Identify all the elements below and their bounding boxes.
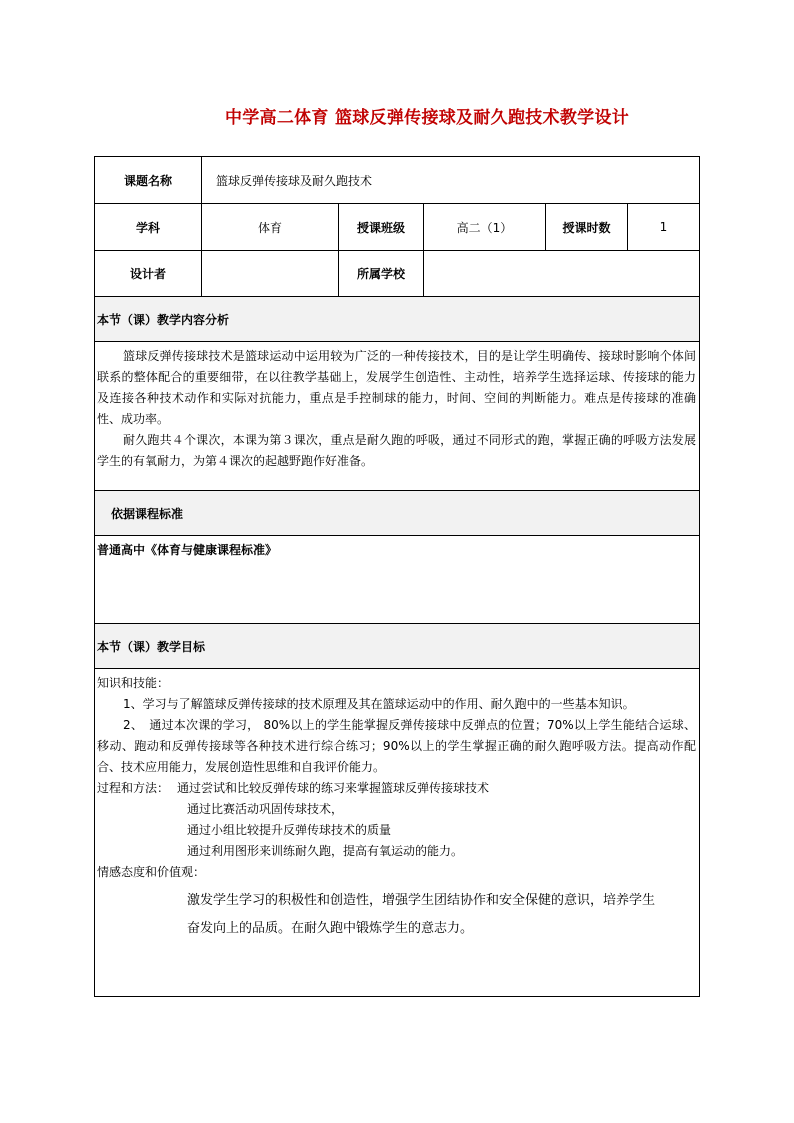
school-value bbox=[424, 251, 699, 296]
analysis-paragraph-1: 篮球反弹传接球技术是篮球运动中运用较为广泛的一种传接技术，目的是让学生明确传、接球时影响个体间联系的整体配合的重要细带，在以往教学基础上，发展学生创造性、主动性，培养学生选择运球、传接球的能力及连接各种技术动作和实际对抗能力，重点是手控制球的能力，时间、空间的判断能力。难点是传接球的准确性、成功率。 bbox=[97, 349, 696, 426]
topic-value: 篮球反弹传接球及耐久跑技术 bbox=[216, 173, 373, 188]
process-item-3: 通过小组比较提升反弹传球技术的质量 bbox=[187, 823, 392, 837]
knowledge-label: 知识和技能： bbox=[97, 676, 170, 690]
attitude-line-1: 激发学生学习的积极性和创造性，增强学生团结协作和安全保健的意识，培养学生 bbox=[187, 893, 656, 908]
analysis-heading: 本节（课）教学内容分析 bbox=[97, 312, 230, 327]
school-label: 所属学校 bbox=[339, 251, 424, 296]
designer-label: 设计者 bbox=[95, 251, 202, 296]
process-item-4: 通过利用图形来训练耐久跑，提高有氧运动的能力。 bbox=[187, 844, 464, 858]
document-title: 中学高二体育 篮球反弹传接球及耐久跑技术教学设计 bbox=[224, 108, 630, 128]
standard-text: 普通高中《体育与健康课程标准》 bbox=[97, 543, 278, 557]
standard-heading: 依据课程标准 bbox=[111, 506, 184, 521]
process-label: 过程和方法： bbox=[97, 781, 170, 795]
attitude-label: 情感态度和价值观： bbox=[97, 865, 206, 879]
designer-value bbox=[202, 251, 339, 296]
hours-value: 1 bbox=[659, 220, 668, 234]
subject-value: 体育 bbox=[202, 204, 339, 250]
topic-label: 课题名称 bbox=[95, 157, 202, 203]
topic-row bbox=[95, 157, 699, 204]
subject-row bbox=[95, 204, 699, 251]
standard-content bbox=[95, 536, 699, 624]
lesson-plan-table bbox=[94, 156, 700, 997]
designer-row bbox=[95, 251, 699, 297]
analysis-content bbox=[95, 342, 699, 491]
objectives-heading: 本节（课）教学目标 bbox=[97, 639, 206, 654]
knowledge-item-2: 2、 通过本次课的学习， 80%以上的学生能掌握反弹传接球中反弹点的位置；70%以上学生能结合运球、移动、跑动和反弹传接球等各种技术进行综合练习；90%以上的学生掌握正确的耐久跑呼吸方法。提高动作配合、技术应用能力，发展创造性思维和自我评价能力。 bbox=[97, 718, 696, 774]
class-value: 高二（1） bbox=[424, 204, 546, 250]
objectives-heading-row bbox=[95, 624, 699, 669]
standard-heading-row bbox=[95, 491, 699, 536]
class-label: 授课班级 bbox=[339, 204, 424, 250]
knowledge-item-1: 1、学习与了解篮球反弹传接球的技术原理及其在篮球运动中的作用、耐久跑中的一些基本知识。 bbox=[123, 697, 635, 711]
process-item-2: 通过比赛活动巩固传球技术， bbox=[187, 802, 344, 816]
objectives-content bbox=[95, 669, 699, 995]
analysis-paragraph-2: 耐久跑共４个课次，本课为第３课次，重点是耐久跑的呼吸，通过不同形式的跑，掌握正确的呼吸方法发展学生的有氧耐力，为第４课次的起越野跑作好准备。 bbox=[97, 433, 696, 468]
process-item-1: 通过尝试和比较反弹传球的练习来掌握篮球反弹传接球技术 bbox=[177, 781, 490, 795]
attitude-line-2: 奋发向上的品质。在耐久跑中锻炼学生的意志力。 bbox=[187, 921, 474, 936]
process-label-line bbox=[97, 778, 696, 799]
hours-label: 授课时数 bbox=[546, 204, 628, 250]
subject-label: 学科 bbox=[95, 204, 202, 250]
analysis-heading-row bbox=[95, 297, 699, 342]
